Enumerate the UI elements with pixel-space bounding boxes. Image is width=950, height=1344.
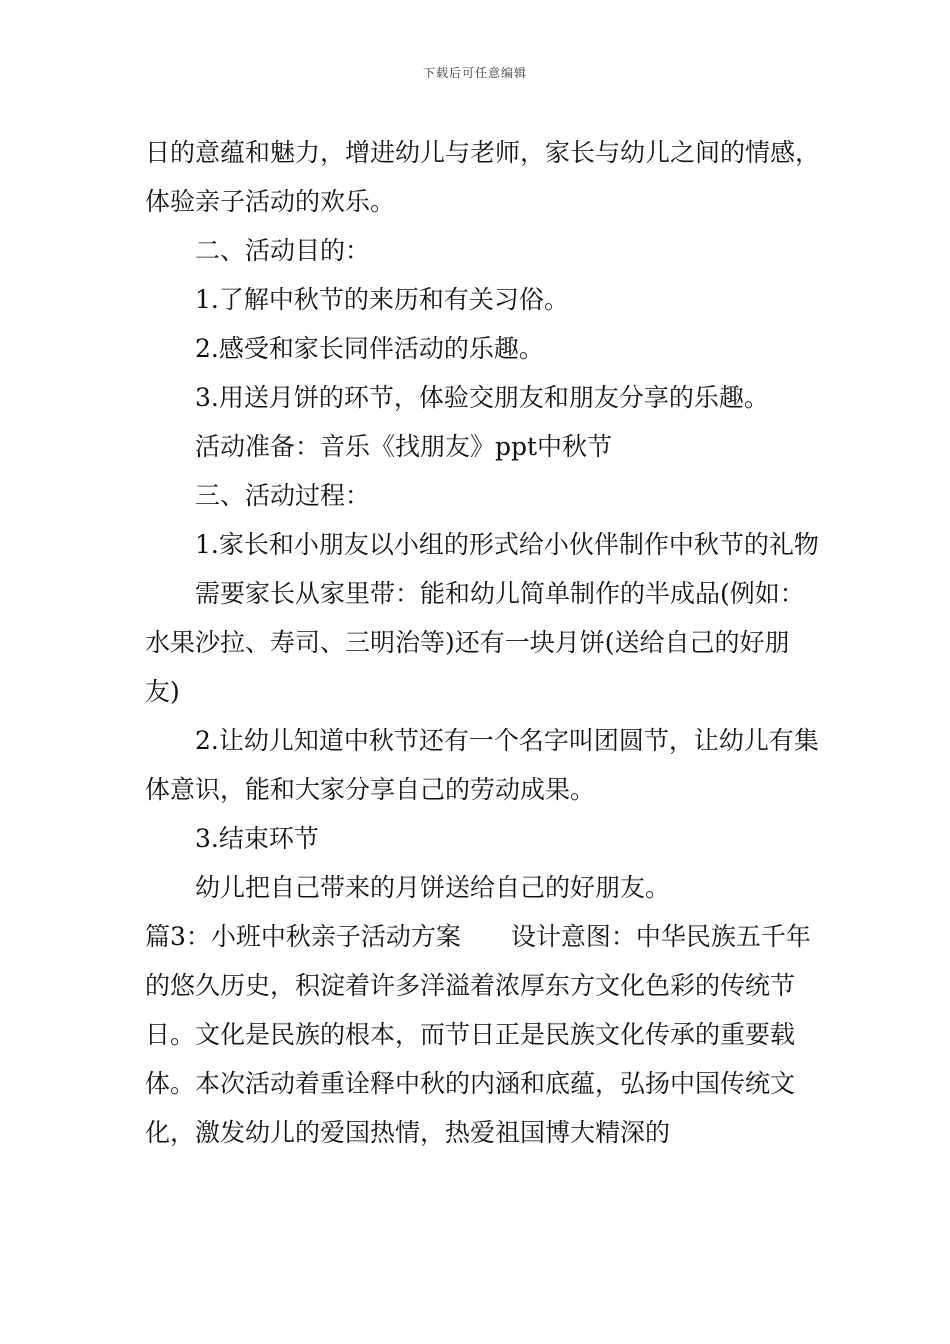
section-heading: 三、活动过程： bbox=[195, 481, 371, 510]
paragraph: 幼儿把自己带来的月饼送给自己的好朋友。 bbox=[195, 873, 671, 902]
list-item: 2.感受和家长同伴活动的乐趣。 bbox=[195, 334, 544, 363]
list-item: 3.结束环节 bbox=[195, 824, 319, 853]
list-item: 1.家长和小朋友以小组的形式给小伙伴制作中秋节的礼物 bbox=[195, 530, 819, 559]
page-header-note: 下载后可任意编辑 bbox=[422, 66, 527, 80]
list-item: 2.让幼儿知道中秋节还有一个名字叫团圆节，让幼儿有集体意识，能和大家分享自己的劳动成果。 bbox=[145, 726, 819, 804]
list-item: 3.用送月饼的环节，体验交朋友和朋友分享的乐趣。 bbox=[195, 383, 769, 412]
paragraph: 活动准备：音乐《找朋友》ppt中秋节 bbox=[195, 432, 613, 461]
list-item: 1.了解中秋节的来历和有关习俗。 bbox=[195, 285, 569, 314]
paragraph: 篇3：小班中秋亲子活动方案 设计意图：中华民族五千年的悠久历史，积淀着许多洋溢着浓厚东方文化色彩的传统节日。文化是民族的根本，而节日正是民族文化传承的重要载体。本次活动着重诠释中秋的内涵和底蕴，弘扬中国传统文化，激发幼儿的爱国热情，热爱祖国博大精深的 bbox=[145, 922, 811, 1147]
paragraph: 日的意蕴和魅力，增进幼儿与老师，家长与幼儿之间的情感，体验亲子活动的欢乐。 bbox=[145, 138, 821, 216]
paragraph: 需要家长从家里带：能和幼儿简单制作的半成品(例如：水果沙拉、寿司、三明治等)还有一块月饼(送给自己的好朋友) bbox=[145, 579, 805, 706]
document-body bbox=[145, 128, 820, 1157]
section-heading: 二、活动目的： bbox=[195, 236, 371, 265]
